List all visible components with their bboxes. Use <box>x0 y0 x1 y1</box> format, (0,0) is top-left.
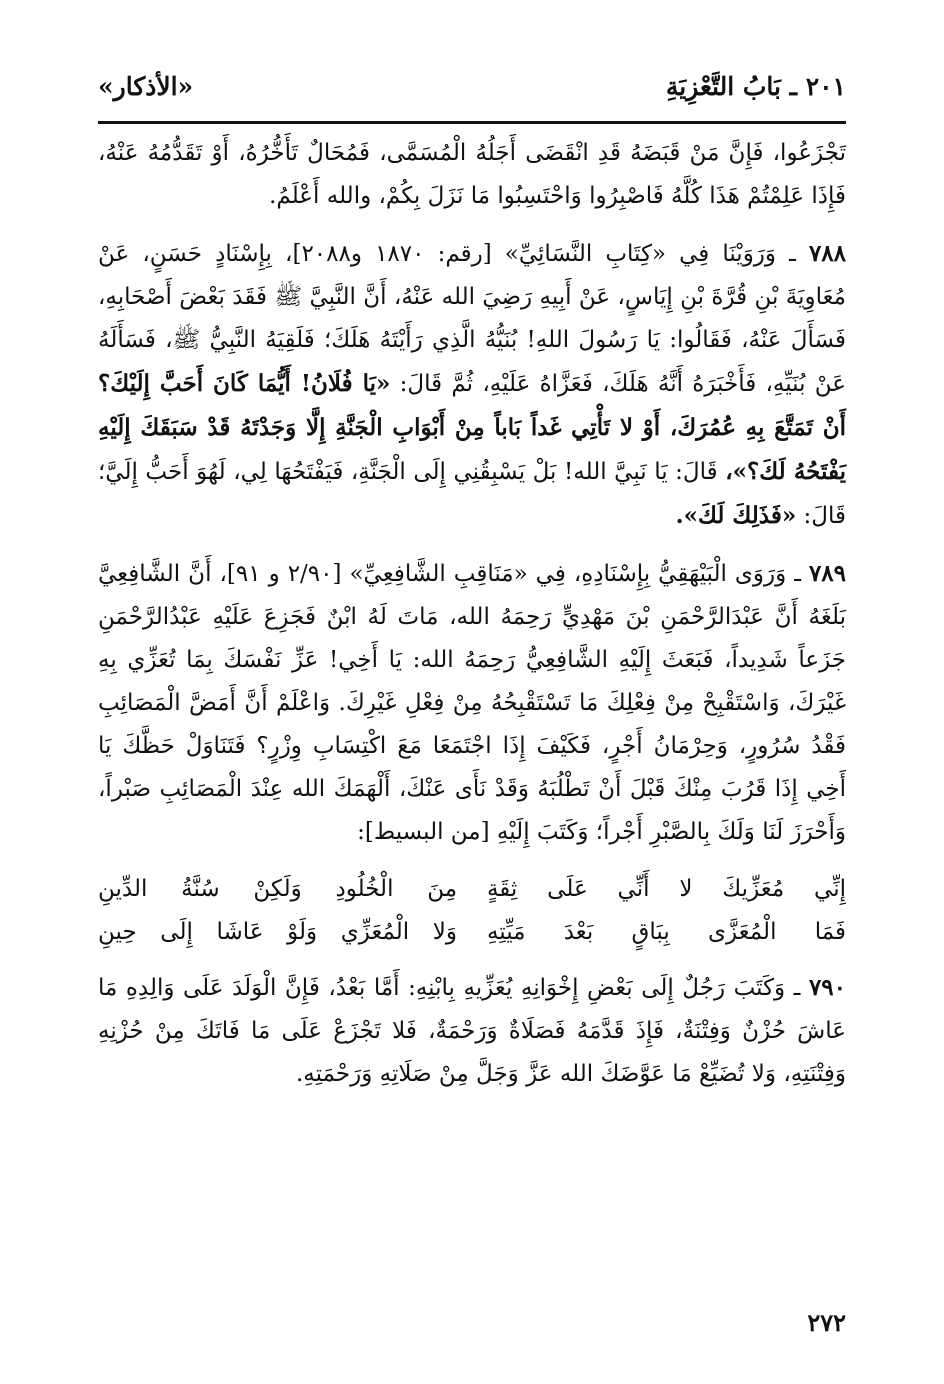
prophet-quote-end: «فَذَلِكَ لَكَ». <box>675 502 797 529</box>
book-page <box>98 58 846 1358</box>
intro-paragraph <box>98 132 846 218</box>
verse-first-half: إِنِّي مُعَزِّيكَ لا أَنِّي عَلَى ثِقَةٍ <box>486 876 846 902</box>
hadith-788-text <box>98 232 846 538</box>
running-header <box>98 72 846 112</box>
poem-verse <box>98 868 846 911</box>
verse-second-half: وَلا الْمُعَزِّي وَلَوْ عَاشَا إِلَى حِينِ <box>98 919 458 945</box>
hadith-789 <box>98 552 846 854</box>
chapter-title: ٢٠١ ـ بَابُ التَّعْزِيَةِ <box>665 72 846 101</box>
hadith-text: قَالَ: يَا نَبِيَّ الله! بَلْ يَسْبِقُنِي إِلَى الْجَنَّةِ، فَيَفْتَحُهَا لِي، لَهُوَ أَحَبُّ إِلَيَّ؛ قَالَ: <box>98 459 846 529</box>
hadith-number: ٧٨٩ <box>808 560 847 587</box>
intro-text: تَجْزَعُوا، فَإِنَّ مَنْ قَبَضَهُ قَدِ انْقَضَى أَجَلُهُ الْمُسَمَّى، فَمُحَالٌ تَأَخُّرُهُ، أَوْ تَقَدُّمُهُ عَنْهُ، فَإِذَا عَلِمْتُمْ هَذَا كُلَّهُ فَاصْبِرُوا وَاحْتَسِبُوا مَا نَزَلَ بِكُمْ، والله أَعْلَمُ. <box>98 140 846 209</box>
header-divider <box>98 121 846 124</box>
hadith-788 <box>98 232 846 538</box>
page-number: ٢٧٢ <box>807 1308 846 1337</box>
hadith-number: ٧٩٠ <box>808 974 847 1001</box>
hadith-text: ـ وَكَتَبَ رَجُلٌ إِلَى بَعْضِ إِخْوَانِهِ يُعَزِّيهِ بِابْنِهِ: أَمَّا بَعْدُ، فَإِنَّ الْوَلَدَ عَلَى وَالِدِهِ مَا عَاشَ حُزْنٌ وَفِتْنَةٌ، فَإِذَ قَدَّمَهُ فَصَلَاةٌ وَرَحْمَةٌ، فَلا تَجْزَعْ عَلَى مَا فَاتَكَ مِنْ حُزْنِهِ وَفِتْنَتِهِ، وَلا تُضَيِّعْ مَا عَوَّضَكَ الله عَزَّ وَجَلَّ مِنْ صَلَاتِهِ وَرَحْمَتِهِ. <box>98 975 846 1087</box>
hadith-text: ـ وَرَوَى الْبَيْهَقِيُّ بِإِسْنَادِهِ، فِي «مَنَاقِبِ الشَّافِعِيِّ» [٢/٩٠ و ٩١]، أَنَّ الشَّافِعِيَّ بَلَغَهُ أَنَّ عَبْدَالرَّحْمَنِ بْنَ مَهْدِيٍّ رَحِمَهُ الله، مَاتَ لَهُ ابْنٌ فَجَزِعَ عَلَيْهِ عَبْدُالرَّحْمَنِ جَزَعاً شَدِيداً، فَبَعَثَ إِلَيْهِ الشَّافِعِيُّ رَحِمَهُ الله: يَا أَخِي! عَزِّ نَفْسَكَ بِمَا تُعَزِّي بِهِ غَيْرَكَ، وَاسْتَقْبِحْ مِنْ فِعْلِكَ مَا تَسْتَقْبِحُهُ مِنْ فِعْلِ غَيْرِكَ. وَاعْلَمْ أَنَّ أَمَضَّ الْمَصَائِبِ فَقْدُ سُرُورٍ، وَحِرْمَانُ أَجْرٍ، فَكَيْفَ إِذَا اجْتَمَعَا مَعَ اكْتِسَابِ وِزْرٍ؟ فَتَنَاوَلْ حَظَّكَ يَا أَخِي إِذَا قَرُبَ مِنْكَ قَبْلَ أَنْ تَطْلُبَهُ وَقَدْ نَأَى عَنْكَ، أَلْهَمَكَ الله عِنْدَ الْمَصَائِبِ صَبْراً، وَأَحْرَزَ لَنَا وَلَكَ بِالصَّبْرِ أَجْراً؛ وَكَتَبَ إِلَيْهِ [من البسيط]: <box>98 561 846 845</box>
prophet-quote: «يَا فُلَانُ! أَيُّمَا كَانَ أَحَبَّ إِلَيْكَ؟ أَنْ تَمَتَّعَ بِهِ عُمُرَكَ، أَوْ لا تَأْتِي غَداً بَاباً مِنْ أَبْوَابِ الْجَنَّةِ إِلَّا وَجَدْتَهُ قَدْ سَبَقَكَ إِلَيْهِ يَفْتَحُهُ لَكَ؟»، <box>98 370 847 485</box>
hadith-number: ٧٨٨ <box>808 240 847 267</box>
page-body <box>98 132 846 1110</box>
poem-verse <box>98 911 846 954</box>
hadith-790-text <box>98 966 846 1096</box>
hadith-790 <box>98 966 846 1096</box>
hadith-text: ـ وَرَوَيْنَا فِي «كِتَابِ النَّسَائِيِّ» [رقم: ١٨٧٠ و٢٠٨٨]، بِإِسْنَادٍ حَسَنٍ، عَنْ مُعَاوِيَةَ بْنِ قُرَّةَ بْنِ إِيَاسٍ، عَنْ أَبِيهِ رَضِيَ الله عَنْهُ، أَنَّ النَّبِيَّ ﷺ فَقَدَ بَعْضَ أَصْحَابِهِ، فَسَأَلَ عَنْهُ، فَقَالُوا: يَا رَسُولَ اللهِ! بُنَيُّهُ الَّذِي رَأَيْتَهُ هَلَكَ؛ فَلَقِيَهُ النَّبِيُّ ﷺ، فَسَأَلَهُ عَنْ بُنَيِّهِ، فَأَخْبَرَهُ أَنَّهُ هَلَكَ، فَعَزَّاهُ عَلَيْهِ، ثُمَّ قَالَ: <box>98 241 846 397</box>
verse-second-half: مِنَ الْخُلُودِ وَلَكِنْ سُنَّةُ الدِّينِ <box>98 876 458 902</box>
poem <box>98 868 846 954</box>
book-title: «الأذكار» <box>98 72 194 101</box>
hadith-789-text <box>98 552 846 854</box>
verse-first-half: فَمَا الْمُعَزَّى بِبَاقٍ بَعْدَ مَيِّتِهِ <box>486 919 846 945</box>
